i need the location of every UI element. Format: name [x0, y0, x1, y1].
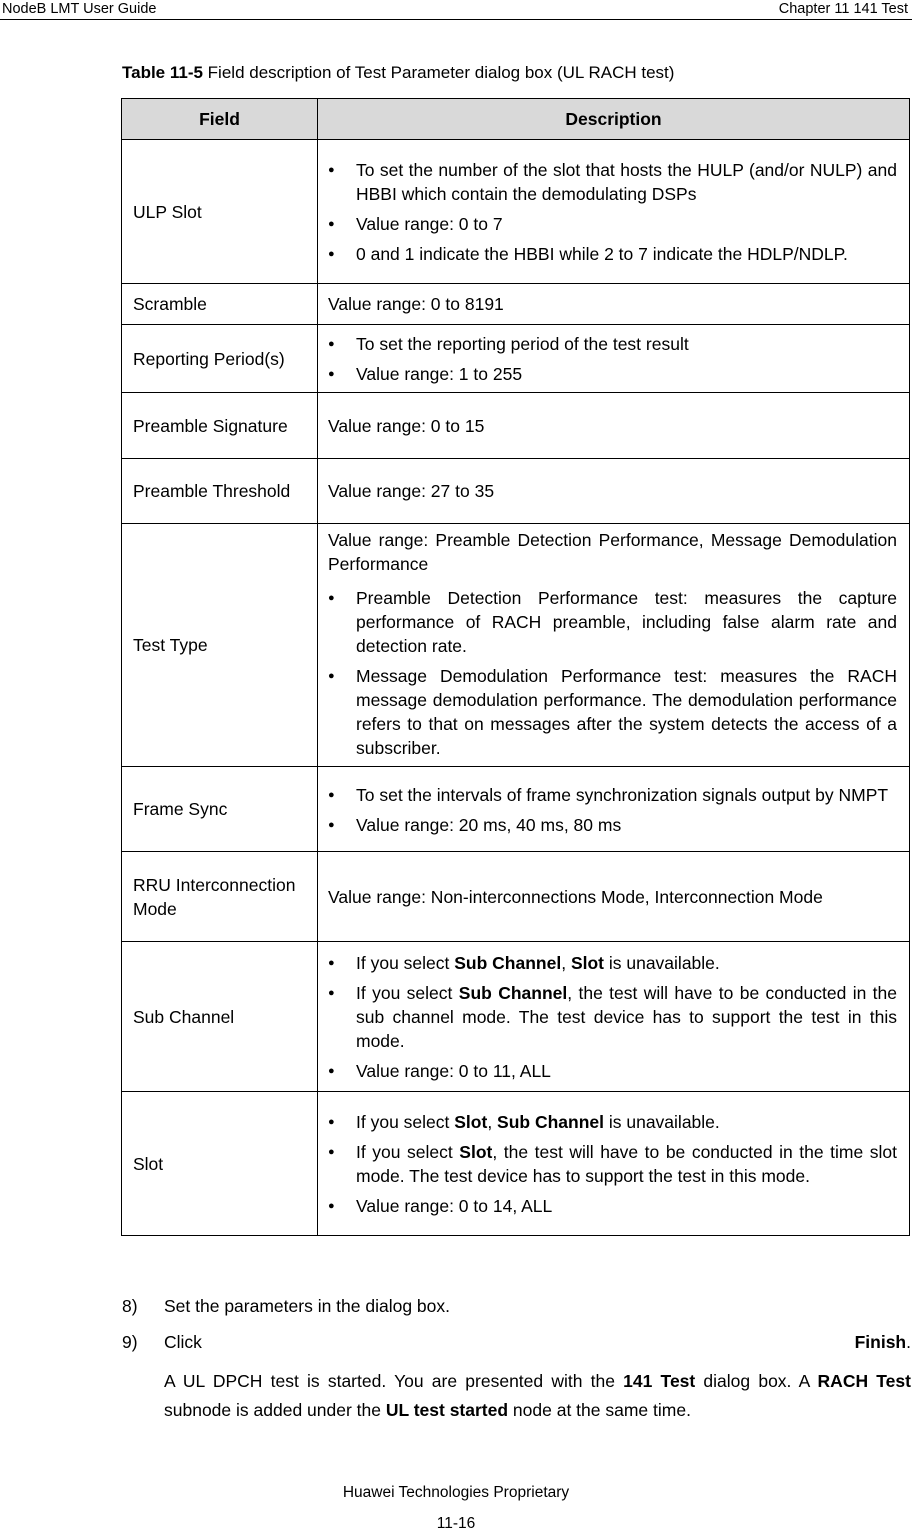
bullet-item: ● Value range: 1 to 255 — [328, 362, 897, 386]
header-guide-title: NodeB LMT User Guide — [2, 1, 157, 17]
bold-term: RACH Test — [817, 1371, 911, 1391]
bullet-item: ● 0 and 1 indicate the HBBI while 2 to 7 indicate the HDLP/NDLP. — [328, 242, 897, 266]
text-run: A UL DPCH test is started. You are presented with the — [164, 1371, 624, 1391]
description-cell — [318, 524, 910, 767]
description-cell — [318, 459, 910, 524]
table-body — [122, 140, 910, 1236]
table-caption-label: Table 11-5 — [122, 63, 203, 82]
field-cell: ULP Slot — [122, 140, 318, 284]
description-cell — [318, 942, 910, 1092]
field-description-table — [121, 98, 910, 1236]
description-cell — [318, 284, 910, 325]
bullet-item — [328, 1059, 897, 1083]
field-cell: Frame Sync — [122, 767, 318, 852]
field-cell: Preamble Signature — [122, 393, 318, 459]
description-cell — [318, 393, 910, 459]
step-number: 8) — [122, 1296, 138, 1316]
bold-term: Sub Channel — [458, 983, 568, 1003]
text-run: , — [487, 1112, 498, 1132]
bullet-item: ● To set the intervals of frame synchronization signals output by NMPT — [328, 783, 897, 807]
bold-term: Slot — [459, 1142, 493, 1162]
table-row — [122, 140, 910, 284]
step-trail: . — [906, 1332, 911, 1352]
field-cell: Sub Channel — [122, 942, 318, 1092]
step-continuation — [164, 1367, 911, 1425]
bold-term: UL test started — [385, 1400, 509, 1420]
text-run: If you select — [356, 1112, 455, 1132]
field-cell: Slot — [122, 1092, 318, 1236]
text-run: subnode is added under the — [164, 1400, 386, 1420]
description-cell — [318, 852, 910, 942]
step-number: 9) — [122, 1332, 138, 1352]
header-rule — [0, 19, 912, 20]
table-caption-text: Field description of Test Parameter dialog box (UL RACH test) — [202, 63, 675, 82]
bullet-item — [328, 1140, 897, 1188]
bold-term: Slot — [454, 1112, 488, 1132]
bullet-item: ● Preamble Detection Performance test: measures the capture performance of RACH preamble, including false alarm rate and detection rate. — [328, 586, 897, 658]
table-header-row — [122, 99, 910, 140]
step-8 — [122, 1294, 911, 1318]
bullet-item: ● Value range: 0 to 7 — [328, 212, 897, 236]
table-row — [122, 284, 910, 325]
text-run: is unavailable. — [604, 953, 720, 973]
description-cell — [318, 140, 910, 284]
step-text: Click — [164, 1332, 202, 1352]
text-run: , — [561, 953, 571, 973]
text-run: Value range: 0 to 11, ALL — [356, 1061, 551, 1081]
step-text: Set the parameters in the dialog box. — [164, 1296, 451, 1316]
footer-company: Huawei Technologies Proprietary — [342, 1484, 570, 1501]
header-chapter-title: Chapter 11 141 Test — [778, 1, 908, 17]
text-run: node at the same time. — [508, 1400, 691, 1420]
bullet-item — [328, 981, 897, 1053]
description-text: Value range: 27 to 35 — [328, 481, 495, 501]
bullet-item — [328, 1194, 897, 1218]
description-text: Value range: 0 to 15 — [328, 415, 485, 436]
table-row — [122, 459, 910, 524]
column-header-field: Field — [122, 99, 318, 140]
table-row — [122, 767, 910, 852]
step-9 — [122, 1330, 911, 1425]
footer-page-number: 11-16 — [436, 1515, 476, 1532]
description-cell — [318, 767, 910, 852]
table-caption — [122, 63, 674, 83]
field-cell: Scramble — [122, 284, 318, 325]
bullet-item — [328, 1110, 897, 1134]
text-run: If you select — [356, 953, 455, 973]
text-run: , the test will have to be conducted in the sub channel mode. The test device has to support the test in this mode. — [356, 983, 898, 1051]
description-text: Value range: Non-interconnections Mode, Interconnection Mode — [328, 886, 823, 907]
table-row — [122, 325, 910, 393]
field-cell: Reporting Period(s) — [122, 325, 318, 393]
bullet-item: ● Value range: 20 ms, 40 ms, 80 ms — [328, 813, 897, 837]
bold-term: 141 Test — [623, 1371, 696, 1391]
bullet-item: ● To set the number of the slot that hosts the HULP (and/or NULP) and HBBI which contain the demodulating DSPs — [328, 158, 897, 206]
description-text: Value range: 0 to 8191 — [328, 294, 504, 314]
bold-term: Slot — [570, 953, 604, 973]
text-run: Value range: 0 to 14, ALL — [356, 1196, 553, 1216]
bullet-item: ● Message Demodulation Performance test: measures the RACH message demodulation performance. The demodulation performance refers to that on messages after the system detects the access of a subscriber. — [328, 664, 897, 760]
table-row — [122, 393, 910, 459]
text-run: If you select — [356, 1142, 460, 1162]
field-cell: Preamble Threshold — [122, 459, 318, 524]
column-header-description: Description — [318, 99, 910, 140]
page-header — [0, 0, 912, 20]
text-run: If you select — [356, 983, 459, 1003]
bullet-item — [328, 951, 897, 975]
text-run: dialog box. A — [695, 1371, 818, 1391]
bold-term: Sub Channel — [454, 953, 562, 973]
text-run: , the test will have to be conducted in the time slot mode. The test device has to support the test in this mode. — [356, 1142, 897, 1186]
table-row — [122, 852, 910, 942]
description-text: Value range: Preamble Detection Performance, Message Demodulation Performance — [328, 530, 897, 574]
bold-term: Sub Channel — [497, 1112, 604, 1132]
finish-label: Finish — [854, 1332, 907, 1352]
field-cell: Test Type — [122, 524, 318, 767]
procedure-steps — [122, 1294, 911, 1437]
description-cell — [318, 1092, 910, 1236]
text-run: is unavailable. — [604, 1112, 720, 1132]
bullet-item: ● To set the reporting period of the test result — [328, 332, 897, 356]
field-cell: RRU Interconnection Mode — [122, 852, 318, 942]
table-row — [122, 524, 910, 767]
table-row — [122, 942, 910, 1092]
description-cell — [318, 325, 910, 393]
table-row — [122, 1092, 910, 1236]
